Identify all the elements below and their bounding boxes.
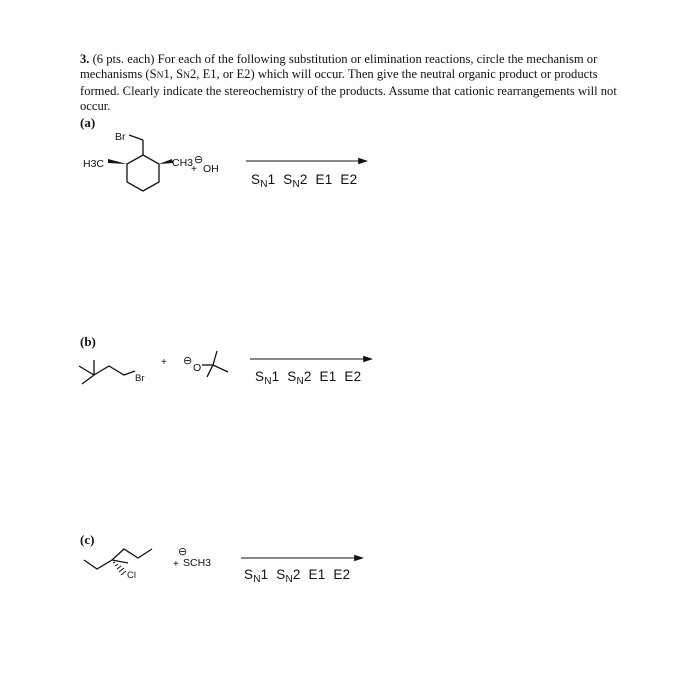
label-cl-c: Cl [127, 570, 136, 581]
label-br-a: Br [115, 131, 126, 143]
label-ch3-a: CH3 [172, 157, 194, 169]
mech-e2-b[interactable]: E2 [344, 369, 362, 384]
plus-c: + [173, 559, 179, 570]
mech-sn2-b[interactable]: $S_N2$ [287, 369, 312, 387]
mech-sn2-a[interactable]: $S_N2$ [283, 172, 308, 190]
label-o-b: O [193, 362, 202, 374]
plus-b: + [161, 357, 167, 368]
mech-e1-b[interactable]: E1 [319, 369, 337, 384]
structure-a-cyclohexane [127, 135, 159, 191]
nucleophile-c: SCH3 [183, 557, 212, 569]
part-b-label: (b) [80, 334, 96, 349]
structure-c-substrate [84, 549, 152, 569]
question-text-c: 2, E1, or E2) which will occur. Then give the neutral organic product or products formed. Clearly indicate the stereochemistry of the products. Assume that cationic rearrangements will not occur. [80, 67, 617, 113]
mech-sn1-b[interactable]: $S_N1$ [255, 369, 280, 387]
label-br-b: Br [135, 373, 145, 384]
mech-sn1-a[interactable]: $S_N1$ [251, 172, 276, 190]
mech-e2-c[interactable]: E2 [333, 567, 351, 582]
mech-e1-c[interactable]: E1 [308, 567, 326, 582]
plus-a: + [191, 164, 197, 175]
charge-a: ⊖ [194, 154, 204, 166]
question-text-b: 1, S [163, 67, 184, 81]
structure-b-tert-butoxide [202, 351, 228, 377]
charge-b: ⊖ [183, 355, 193, 367]
question-text-a: For each of the following substitution or elimination reactions, circle the mechanism or mechanisms (S [80, 52, 598, 81]
question-sub-n: N [156, 71, 164, 81]
wedge-bond-left-a [108, 159, 127, 164]
wedge-bond-right-a [159, 159, 173, 164]
mech-e2-a[interactable]: E2 [340, 172, 358, 187]
mech-sn1-c[interactable]: $S_N1$ [244, 567, 269, 585]
structure-b-substrate [79, 360, 135, 384]
mech-e1-a[interactable]: E1 [315, 172, 333, 187]
hashed-bond-c [113, 562, 126, 575]
mech-sn2-c[interactable]: $S_N2$ [276, 567, 301, 585]
label-h3c-a: H3C [83, 158, 105, 170]
charge-c: ⊖ [178, 546, 188, 558]
question-points: (6 pts. each) [92, 52, 155, 66]
question-sub-n-2: N [183, 71, 190, 81]
question-number: 3. [80, 52, 90, 66]
part-a-label: (a) [80, 115, 96, 130]
nucleophile-a: OH [203, 163, 219, 175]
part-c-label: (c) [80, 532, 95, 547]
